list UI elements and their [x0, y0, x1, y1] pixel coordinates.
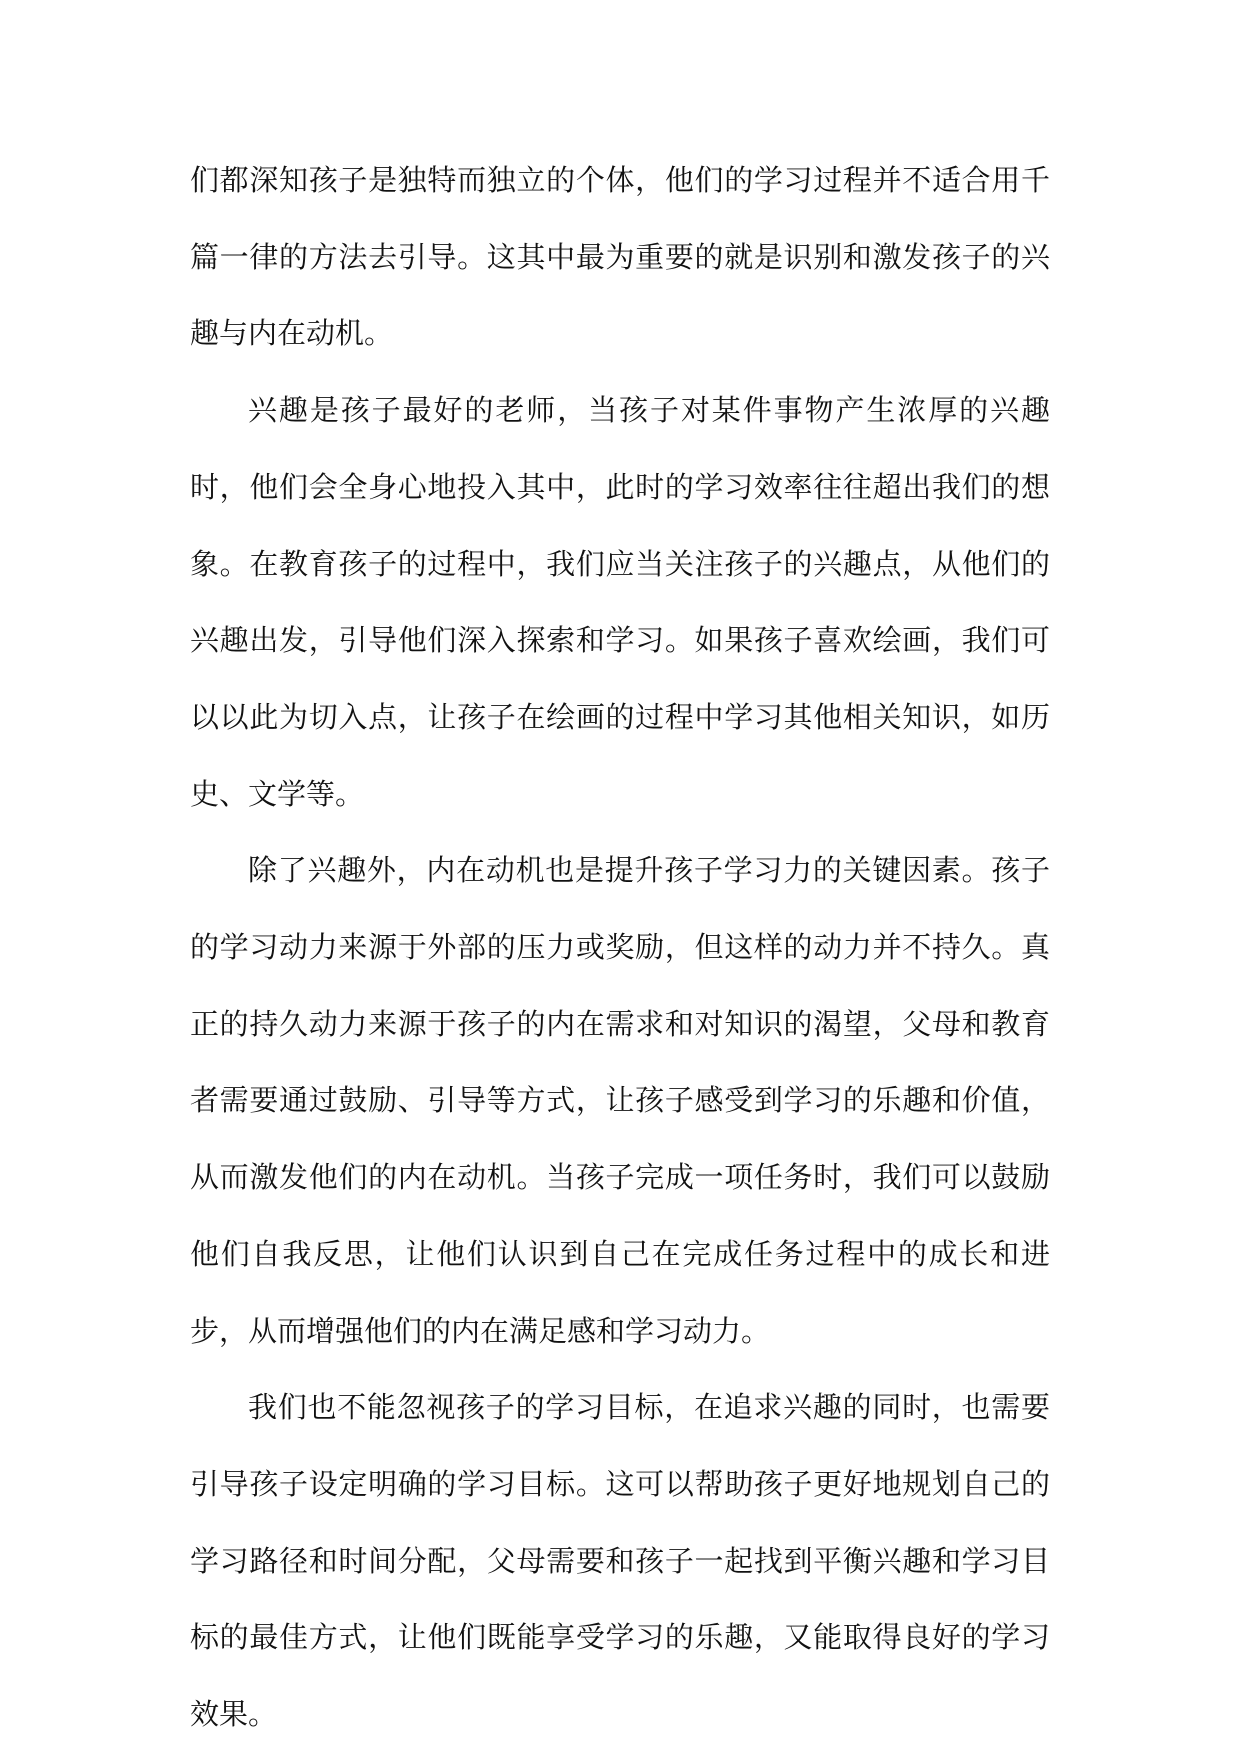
- paragraph-2: 兴趣是孩子最好的老师，当孩子对某件事物产生浓厚的兴趣时，他们会全身心地投入其中，此时的学习效率往往超出我们的想象。在教育孩子的过程中，我们应当关注孩子的兴趣点，从他们的兴趣出发，引导他们深入探索和学习。如果孩子喜欢绘画，我们可以以此为切入点，让孩子在绘画的过程中学习其他相关知识，如历史、文学等。: [190, 393, 1050, 811]
- paragraph-3: 除了兴趣外，内在动机也是提升孩子学习力的关键因素。孩子的学习动力来源于外部的压力或奖励，但这样的动力并不持久。真正的持久动力来源于孩子的内在需求和对知识的渴望，父母和教育者需要通过鼓励、引导等方式，让孩子感受到学习的乐趣和价值，从而激发他们的内在动机。当孩子完成一项任务时，我们可以鼓励他们自我反思，让他们认识到自己在完成任务过程中的成长和进步，从而增强他们的内在满足感和学习动力。: [190, 853, 1050, 1348]
- document-body: [190, 142, 1050, 1753]
- paragraph-1: 们都深知孩子是独特而独立的个体，他们的学习过程并不适合用千篇一律的方法去引导。这其中最为重要的就是识别和激发孩子的兴趣与内在动机。: [190, 163, 1050, 351]
- paragraph-4: 我们也不能忽视孩子的学习目标，在追求兴趣的同时，也需要引导孩子设定明确的学习目标。这可以帮助孩子更好地规划自己的学习路径和时间分配，父母需要和孩子一起找到平衡兴趣和学习目标的最佳方式，让他们既能享受学习的乐趣，又能取得良好的学习效果。: [190, 1390, 1050, 1732]
